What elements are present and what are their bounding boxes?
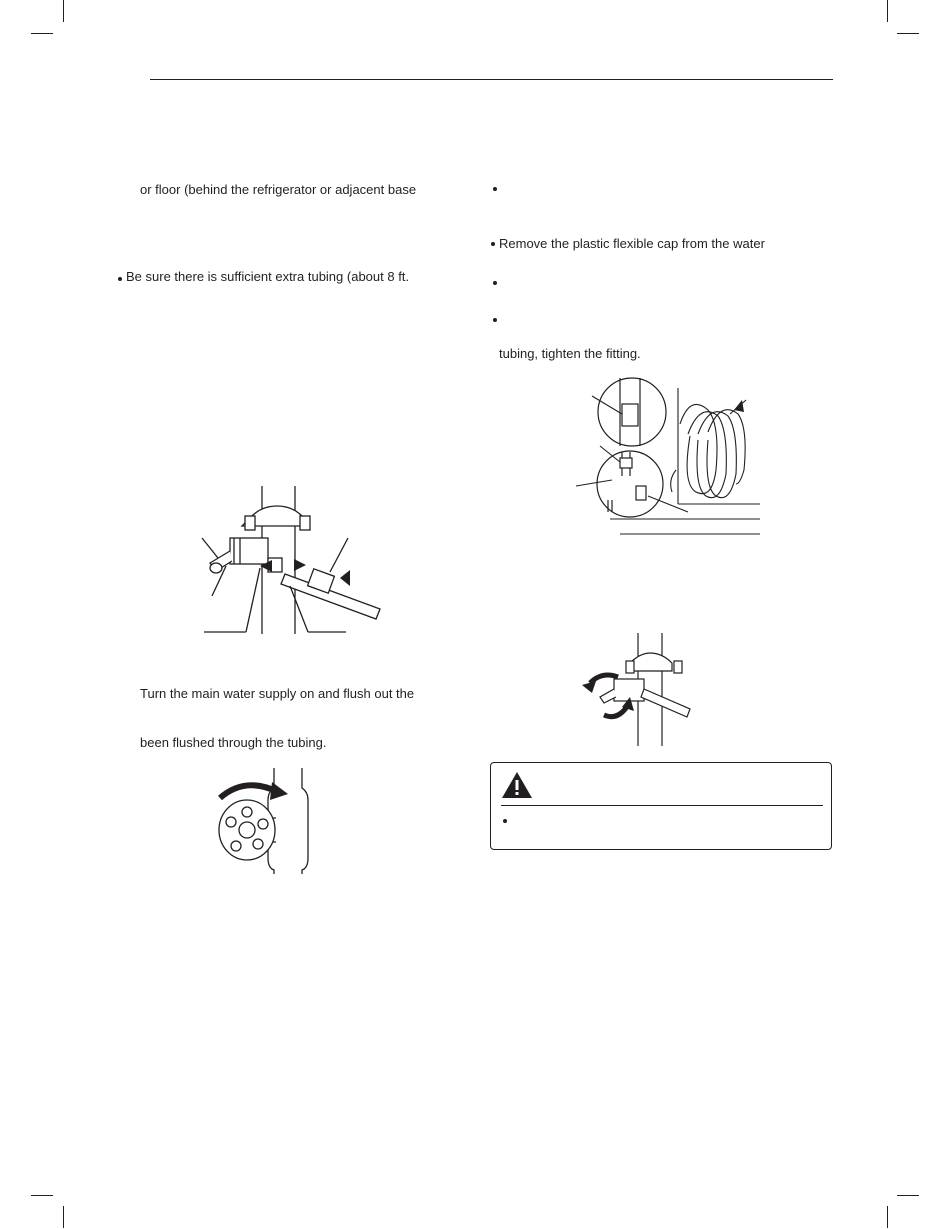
- crop-mark: [887, 0, 888, 22]
- crop-mark: [63, 0, 64, 22]
- crop-mark: [897, 1195, 919, 1196]
- bullet-cap-text: Remove the plastic flexible cap from the water: [499, 236, 765, 251]
- crop-mark: [31, 33, 53, 34]
- text-flushed-line: been flushed through the tubing.: [140, 735, 327, 750]
- bullet-dot: [493, 318, 497, 322]
- coiled-tubing-illustration: [570, 374, 770, 544]
- bullet-dot: [491, 242, 495, 246]
- valve-fitting-illustration: [190, 486, 410, 636]
- text-turn-on-line: Turn the main water supply on and flush out the: [140, 686, 415, 701]
- bullet-dot: [118, 277, 122, 281]
- crop-mark: [63, 1206, 64, 1228]
- header-rule: [150, 79, 833, 80]
- crop-mark: [897, 33, 919, 34]
- crop-mark: [31, 1195, 53, 1196]
- bullet-dot: [503, 819, 507, 823]
- text-floor-line: or floor (behind the refrigerator or adjacent base: [140, 182, 417, 197]
- text-tighten-line: tubing, tighten the fitting.: [499, 346, 641, 361]
- crop-mark: [887, 1206, 888, 1228]
- saddle-valve-open-illustration: [578, 633, 698, 748]
- bullet-dot: [493, 281, 497, 285]
- shutoff-valve-illustration: [212, 768, 322, 873]
- warning-divider: [501, 805, 823, 806]
- warning-box: [490, 762, 832, 850]
- warning-triangle-icon: [501, 771, 533, 799]
- bullet-tubing-text: Be sure there is sufficient extra tubing (about 8 ft.: [126, 269, 410, 284]
- bullet-dot: [493, 187, 497, 191]
